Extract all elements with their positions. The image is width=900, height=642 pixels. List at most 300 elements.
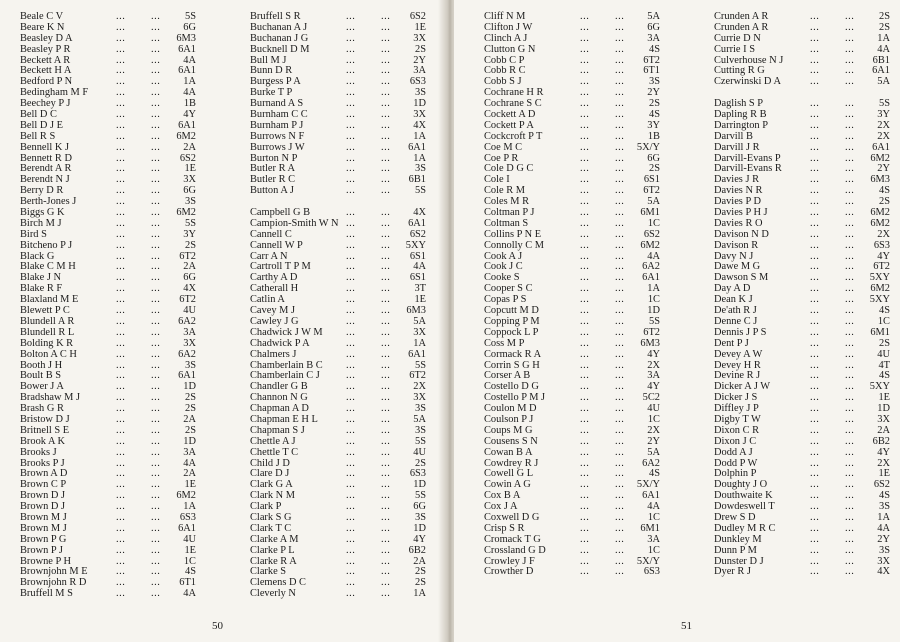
entry-code: 5S: [415, 490, 426, 502]
leader-dots: ...: [381, 348, 391, 360]
entry-name: Chamberlain B C: [250, 359, 323, 371]
entry-code: 4X: [413, 119, 426, 131]
entry-code: 6A1: [642, 490, 660, 502]
entry-name: Blake R F: [20, 283, 63, 295]
leader-dots: ...: [381, 130, 391, 142]
leader-dots: ...: [116, 479, 126, 491]
entry-name: Denne C J: [714, 315, 758, 327]
leader-dots: ...: [810, 294, 820, 306]
entry-code: 6M2: [176, 207, 196, 219]
entry-name: Corser A B: [484, 370, 531, 382]
leader-dots: ...: [580, 32, 590, 44]
leader-dots: ...: [845, 261, 855, 273]
leader-dots: ...: [810, 119, 820, 131]
leader-dots: ...: [346, 326, 356, 338]
entry-code: 6A1: [178, 119, 196, 131]
leader-dots: ...: [151, 403, 161, 415]
entry-name: Blake J N: [20, 272, 61, 284]
leader-dots: ...: [845, 403, 855, 415]
entry-name: Dicker J S: [714, 392, 758, 404]
leader-dots: ...: [580, 511, 590, 523]
leader-dots: ...: [810, 21, 820, 33]
entry-code: 2X: [877, 130, 890, 142]
leader-dots: ...: [615, 511, 625, 523]
list-item: [250, 589, 426, 600]
entry-code: 6B2: [872, 435, 890, 447]
entry-code: 1E: [414, 21, 426, 33]
entry-code: 1D: [413, 98, 426, 110]
leader-dots: ...: [346, 577, 356, 589]
leader-dots: ...: [381, 43, 391, 55]
entry-name: Burke T P: [250, 87, 293, 99]
entry-code: 5XY: [869, 294, 890, 306]
entry-name: Bull M J: [250, 54, 287, 66]
leader-dots: ...: [116, 457, 126, 469]
entry-name: Bolding K R: [20, 337, 74, 349]
entry-name: Dawe M G: [714, 261, 761, 273]
leader-dots: ...: [381, 424, 391, 436]
leader-dots: ...: [151, 522, 161, 534]
entry-name: Bolton A C H: [20, 348, 77, 360]
leader-dots: ...: [580, 54, 590, 66]
leader-dots: ...: [615, 544, 625, 556]
entry-code: 6A2: [178, 315, 196, 327]
list-item: [714, 567, 890, 578]
entry-code: 1C: [183, 555, 196, 567]
entry-code: 2Y: [413, 54, 426, 66]
leader-dots: ...: [580, 413, 590, 425]
entry-name: Clark G A: [250, 479, 293, 491]
leader-dots: ...: [151, 566, 161, 578]
leader-dots: ...: [810, 239, 820, 251]
entry-name: Darvill J R: [714, 141, 760, 153]
entry-name: Brown P G: [20, 533, 67, 545]
leader-dots: ...: [116, 294, 126, 306]
entry-name: Doughty J O: [714, 479, 768, 491]
leader-dots: ...: [580, 359, 590, 371]
leader-dots: ...: [810, 370, 820, 382]
entry-code: 6T1: [179, 577, 196, 589]
leader-dots: ...: [810, 566, 820, 578]
entry-name: Currie D N: [714, 32, 761, 44]
leader-dots: ...: [346, 511, 356, 523]
entry-name: Bradshaw M J: [20, 392, 81, 404]
leader-dots: ...: [615, 272, 625, 284]
leader-dots: ...: [381, 413, 391, 425]
entry-code: 2X: [877, 228, 890, 240]
entry-name: Cawley J G: [250, 315, 299, 327]
leader-dots: ...: [810, 261, 820, 273]
entry-code: 2S: [415, 457, 426, 469]
leader-dots: ...: [580, 261, 590, 273]
leader-dots: ...: [810, 174, 820, 186]
leader-dots: ...: [580, 468, 590, 480]
entry-code: 5S: [185, 217, 196, 229]
entry-code: 6M2: [870, 152, 890, 164]
entry-code: 5S: [879, 98, 890, 110]
leader-dots: ...: [151, 511, 161, 523]
entry-code: 3S: [415, 511, 426, 523]
leader-dots: ...: [580, 250, 590, 262]
leader-dots: ...: [116, 11, 126, 22]
entry-name: Cole D G C: [484, 163, 534, 175]
leader-dots: ...: [116, 98, 126, 110]
entry-code: 5XY: [405, 239, 426, 251]
entry-name: Cobb S J: [484, 76, 522, 88]
entry-code: 6A2: [642, 261, 660, 273]
leader-dots: ...: [845, 43, 855, 55]
entry-name: Brown D J: [20, 501, 66, 513]
entry-code: 4A: [647, 250, 660, 262]
leader-dots: ...: [615, 119, 625, 131]
entry-code: 6A1: [408, 217, 426, 229]
entry-code: 6M2: [870, 283, 890, 295]
leader-dots: ...: [810, 326, 820, 338]
leader-dots: ...: [615, 11, 625, 22]
entry-name: Cannell W P: [250, 239, 303, 251]
leader-dots: ...: [381, 305, 391, 317]
entry-code: 4Y: [413, 533, 426, 545]
leader-dots: ...: [810, 109, 820, 121]
leader-dots: ...: [381, 11, 391, 22]
leader-dots: ...: [845, 217, 855, 229]
leader-dots: ...: [346, 76, 356, 88]
leader-dots: ...: [845, 185, 855, 197]
leader-dots: ...: [151, 141, 161, 153]
entry-code: 5A: [647, 196, 660, 208]
leader-dots: ...: [810, 32, 820, 44]
entry-code: 1D: [647, 305, 660, 317]
entry-code: 3S: [649, 76, 660, 88]
leader-dots: ...: [346, 185, 356, 197]
entry-name: Clark N M: [250, 490, 296, 502]
leader-dots: ...: [810, 413, 820, 425]
entry-code: 6B1: [408, 174, 426, 186]
leader-dots: ...: [845, 21, 855, 33]
entry-code: 6T2: [179, 294, 196, 306]
entry-code: 2X: [877, 119, 890, 131]
entry-name: Burrows N F: [250, 130, 305, 142]
entry-name: Douthwaite K: [714, 490, 773, 502]
leader-dots: ...: [580, 479, 590, 491]
entry-code: 4U: [877, 348, 890, 360]
leader-dots: ...: [810, 141, 820, 153]
entry-code: 3S: [415, 424, 426, 436]
entry-name: Berry D R: [20, 185, 64, 197]
leader-dots: ...: [845, 272, 855, 284]
leader-dots: ...: [151, 468, 161, 480]
entry-name: Buchanan A J: [250, 21, 308, 33]
entry-code: 2A: [183, 413, 196, 425]
leader-dots: ...: [346, 98, 356, 110]
entry-code: 3X: [413, 392, 426, 404]
entry-code: 3A: [183, 446, 196, 458]
entry-name: Clutton G N: [484, 43, 536, 55]
leader-dots: ...: [615, 381, 625, 393]
leader-dots: ...: [580, 109, 590, 121]
list-item: [20, 143, 196, 154]
leader-dots: ...: [580, 174, 590, 186]
entry-code: 6A1: [178, 65, 196, 77]
entry-name: Coles M R: [484, 196, 530, 208]
leader-dots: ...: [845, 207, 855, 219]
entry-code: 6G: [413, 501, 426, 513]
leader-dots: ...: [845, 294, 855, 306]
list-item: [250, 339, 426, 350]
entry-name: Bell D C: [20, 109, 57, 121]
leader-dots: ...: [845, 392, 855, 404]
entry-name: Brown A D: [20, 468, 68, 480]
leader-dots: ...: [580, 501, 590, 513]
entry-name: Chapman S J: [250, 424, 305, 436]
entry-code: 6M3: [640, 337, 660, 349]
entry-name: Dennis J P S: [714, 326, 767, 338]
leader-dots: ...: [381, 217, 391, 229]
leader-dots: ...: [151, 21, 161, 33]
leader-dots: ...: [346, 43, 356, 55]
entry-code: 5A: [877, 76, 890, 88]
leader-dots: ...: [381, 392, 391, 404]
entry-code: 2Y: [877, 163, 890, 175]
leader-dots: ...: [810, 11, 820, 22]
entry-code: 6B2: [408, 544, 426, 556]
leader-dots: ...: [381, 555, 391, 567]
leader-dots: ...: [151, 305, 161, 317]
leader-dots: ...: [346, 32, 356, 44]
entry-name: Cliff N M: [484, 11, 526, 22]
leader-dots: ...: [116, 468, 126, 480]
entry-name: Dunn P M: [714, 544, 757, 556]
entry-code: 6S2: [643, 228, 660, 240]
leader-dots: ...: [116, 544, 126, 556]
leader-dots: ...: [810, 392, 820, 404]
entry-code: 6T2: [873, 261, 890, 273]
leader-dots: ...: [615, 468, 625, 480]
leader-dots: ...: [580, 196, 590, 208]
entry-name: Crossland G D: [484, 544, 546, 556]
entry-name: Cowell G L: [484, 468, 534, 480]
leader-dots: ...: [346, 65, 356, 77]
entry-code: 1E: [184, 479, 196, 491]
entry-code: 6G: [647, 21, 660, 33]
leader-dots: ...: [116, 326, 126, 338]
entry-name: Dyer R J: [714, 566, 751, 578]
leader-dots: ...: [580, 272, 590, 284]
entry-name: Cartroll T P M: [250, 261, 311, 273]
leader-dots: ...: [116, 424, 126, 436]
entry-code: 1E: [878, 392, 890, 404]
entry-name: Button A J: [250, 185, 294, 197]
entry-name: Brook A K: [20, 435, 66, 447]
leader-dots: ...: [615, 76, 625, 88]
leader-dots: ...: [346, 337, 356, 349]
leader-dots: ...: [151, 446, 161, 458]
leader-dots: ...: [615, 130, 625, 142]
leader-dots: ...: [580, 315, 590, 327]
leader-dots: ...: [346, 207, 356, 219]
leader-dots: ...: [381, 228, 391, 240]
entry-code: 2X: [877, 457, 890, 469]
entry-name: Cockett A D: [484, 109, 536, 121]
leader-dots: ...: [381, 152, 391, 164]
leader-dots: ...: [151, 228, 161, 240]
leader-dots: ...: [845, 413, 855, 425]
leader-dots: ...: [845, 533, 855, 545]
leader-dots: ...: [580, 326, 590, 338]
entry-code: 6A1: [178, 370, 196, 382]
list-item: [250, 241, 426, 252]
entry-code: 4X: [413, 207, 426, 219]
entry-name: Davies R O: [714, 217, 763, 229]
entry-name: Crunden A R: [714, 11, 769, 22]
entry-code: 1A: [413, 588, 426, 600]
entry-code: 2S: [879, 11, 890, 22]
entry-code: 2Y: [647, 87, 660, 99]
entry-name: Bunn D R: [250, 65, 293, 77]
leader-dots: ...: [151, 261, 161, 273]
entry-name: Brown C P: [20, 479, 67, 491]
leader-dots: ...: [381, 577, 391, 589]
entry-name: Blewett P C: [20, 305, 70, 317]
leader-dots: ...: [346, 588, 356, 600]
entry-name: Blake C M H: [20, 261, 76, 273]
entry-code: 5A: [647, 11, 660, 22]
entry-code: 4Y: [877, 446, 890, 458]
entry-name: Bell D J E: [20, 119, 64, 131]
entry-name: Bell R S: [20, 130, 56, 142]
leader-dots: ...: [116, 490, 126, 502]
entry-name: Brownjohn R D: [20, 577, 87, 589]
leader-dots: ...: [381, 76, 391, 88]
leader-dots: ...: [116, 76, 126, 88]
entry-name: Boult B S: [20, 370, 61, 382]
entry-code: 6S3: [873, 239, 890, 251]
leader-dots: ...: [810, 555, 820, 567]
entry-code: 4S: [879, 370, 890, 382]
leader-dots: ...: [381, 32, 391, 44]
leader-dots: ...: [580, 457, 590, 469]
entry-code: 3X: [413, 32, 426, 44]
entry-code: 5S: [415, 185, 426, 197]
leader-dots: ...: [116, 87, 126, 99]
entry-name: Davies P H J: [714, 207, 768, 219]
entry-code: 1A: [647, 283, 660, 295]
leader-dots: ...: [810, 424, 820, 436]
leader-dots: ...: [615, 87, 625, 99]
entry-name: Cooke S: [484, 272, 520, 284]
leader-dots: ...: [151, 185, 161, 197]
leader-dots: ...: [151, 544, 161, 556]
list-item: [20, 589, 196, 600]
leader-dots: ...: [381, 272, 391, 284]
leader-dots: ...: [116, 511, 126, 523]
leader-dots: ...: [381, 21, 391, 33]
entry-name: Beckett H A: [20, 65, 72, 77]
leader-dots: ...: [615, 348, 625, 360]
leader-dots: ...: [151, 413, 161, 425]
leader-dots: ...: [615, 326, 625, 338]
leader-dots: ...: [845, 457, 855, 469]
leader-dots: ...: [810, 359, 820, 371]
leader-dots: ...: [810, 403, 820, 415]
leader-dots: ...: [151, 98, 161, 110]
leader-dots: ...: [580, 21, 590, 33]
entry-code: 4A: [877, 522, 890, 534]
entry-code: 6G: [183, 185, 196, 197]
leader-dots: ...: [845, 337, 855, 349]
entry-name: Berendt A R: [20, 163, 72, 175]
entry-name: Digby T W: [714, 413, 761, 425]
leader-dots: ...: [845, 315, 855, 327]
list-item: [484, 143, 660, 154]
entry-name: Carr A N: [250, 250, 288, 262]
leader-dots: ...: [151, 294, 161, 306]
leader-dots: ...: [810, 511, 820, 523]
leader-dots: ...: [346, 250, 356, 262]
entry-name: Blundell R L: [20, 326, 75, 338]
entry-name: Dodd P W: [714, 457, 758, 469]
entry-code: 1D: [413, 522, 426, 534]
leader-dots: ...: [151, 43, 161, 55]
leader-dots: ...: [810, 522, 820, 534]
leader-dots: ...: [615, 315, 625, 327]
entry-name: Browne P H: [20, 555, 71, 567]
entry-code: 4S: [649, 468, 660, 480]
leader-dots: ...: [116, 228, 126, 240]
entry-name: Bucknell D M: [250, 43, 310, 55]
leader-dots: ...: [116, 370, 126, 382]
leader-dots: ...: [615, 109, 625, 121]
leader-dots: ...: [810, 228, 820, 240]
entry-name: Burgess P A: [250, 76, 301, 88]
entry-name: Berth-Jones J: [20, 196, 77, 208]
leader-dots: ...: [151, 359, 161, 371]
entry-code: 3X: [183, 337, 196, 349]
leader-dots: ...: [346, 446, 356, 458]
entry-name: Cox J A: [484, 501, 518, 513]
entry-code: 4U: [183, 533, 196, 545]
leader-dots: ...: [615, 217, 625, 229]
leader-dots: ...: [845, 468, 855, 480]
list-item: [484, 546, 660, 557]
entry-name: Dixon C R: [714, 424, 760, 436]
leader-dots: ...: [346, 305, 356, 317]
entry-name: Brown M J: [20, 522, 67, 534]
entry-name: Blaxland M E: [20, 294, 79, 306]
leader-dots: ...: [580, 533, 590, 545]
list-item: [250, 535, 426, 546]
entry-name: Cowdrey R J: [484, 457, 539, 469]
leader-dots: ...: [381, 87, 391, 99]
leader-dots: ...: [615, 32, 625, 44]
leader-dots: ...: [381, 468, 391, 480]
entry-code: 3A: [413, 65, 426, 77]
entry-code: 5A: [413, 413, 426, 425]
entry-name: Coe M C: [484, 141, 523, 153]
entry-name: Chapman A D: [250, 403, 309, 415]
leader-dots: ...: [116, 272, 126, 284]
entry-name: Birch M J: [20, 217, 62, 229]
leader-dots: ...: [810, 163, 820, 175]
leader-dots: ...: [845, 98, 855, 110]
leader-dots: ...: [580, 305, 590, 317]
entry-name: Copcutt M D: [484, 305, 539, 317]
list-item: [484, 567, 660, 578]
leader-dots: ...: [116, 501, 126, 513]
leader-dots: ...: [845, 239, 855, 251]
leader-dots: ...: [580, 239, 590, 251]
leader-dots: ...: [116, 413, 126, 425]
